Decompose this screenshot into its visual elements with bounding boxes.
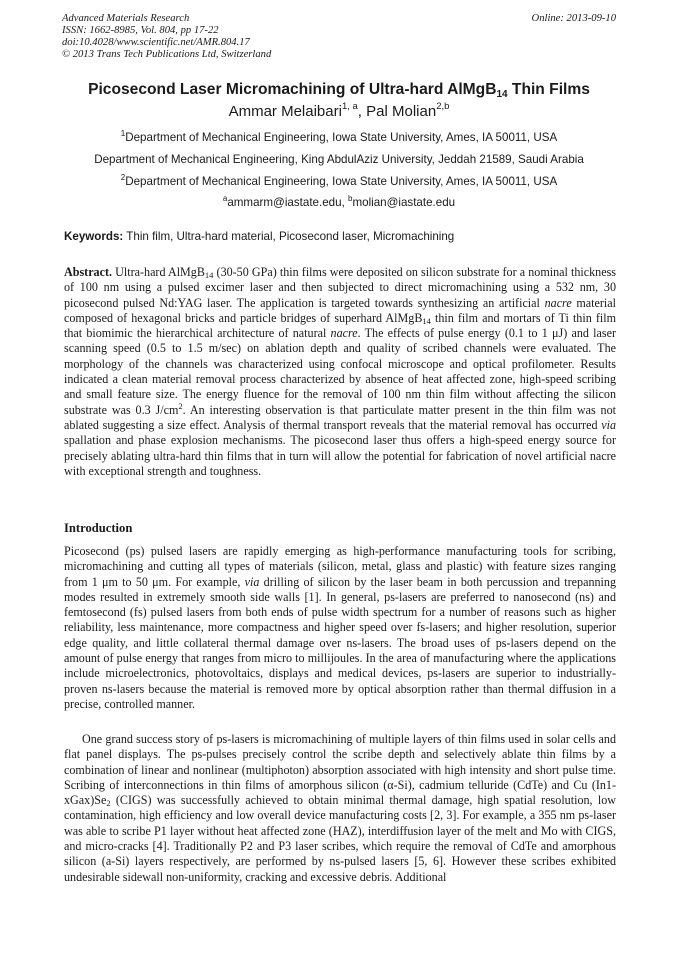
title-text: Picosecond Laser Micromachining of Ultra-hard AlMgB [88,81,497,98]
issn-line: ISSN: 1662-8985, Vol. 804, pp 17-22 [62,25,219,36]
title-subscript: 14 [496,89,508,100]
author-emails [40,196,638,210]
affiliation-text: Department of Mechanical Engineering, King AbdulAziz University, Jeddah 21589, Saudi Arabia [94,153,584,166]
intro-paragraph-1 [64,544,616,712]
superscript: 2 [178,400,183,411]
abstract-text: material composed of hexagonal bricks and particle bridges of superhard AlMgB [64,295,616,325]
abstract-text: (30-50 GPa) thin films were deposited on silicon substrate for a nominal thickness of 100 nm using a pulsed excimer laser and then subjected to direct micromachining using a 532 nm, 30 picosecond pulsed Nd:YAG laser. The application is targeted towards synthesizing an artificial [64,265,616,310]
doi-line[interactable]: doi:10.4028/www.scientific.net/AMR.804.17 [62,37,250,48]
email-link[interactable]: ammarm@iastate.edu [227,196,342,209]
affiliation-text: Department of Mechanical Engineering, Iowa State University, Ames, IA 50011, USA [125,175,558,188]
email-link[interactable]: molian@iastate.edu [352,196,456,209]
copyright-line: © 2013 Trans Tech Publications Ltd, Switzerland [62,49,272,60]
email-mark: a [222,194,228,203]
paper-title [40,81,638,99]
author-name: Ammar Melaibari [228,103,342,120]
italic-term: via [244,574,260,589]
subscript: 2 [106,798,111,809]
title-text-end: Thin Films [507,81,590,98]
keywords [64,230,616,244]
abstract-paragraph [64,265,616,479]
intro-text: drilling of silicon by the laser beam in both percussion and trepanning modes resulted in extremely smooth side walls [1]. In general, ps-lasers are preferred to nanosecond (ns) and femtosecond (fs) pulsed lasers from both ends of pulse width spectrum for a number of reasons such as higher reliability, less maintenance, more compactness and higher speed over fs-lasers; and higher resolution, superior edge quality, and little collateral thermal damage over ns-lasers. The broad uses of ps-lasers depend on the amount of pulse energy that ranges from micro to millijoules. In the area of manufacturing where the applications include microelectronics, photovoltaics, displays and medical devices, ps-lasers are superior to industrially-proven ns-lasers because the material is removed more by optical absorption rather than thermal diffusion in a precise, controlled manner. [64,574,616,711]
author-list [40,103,638,121]
subscript: 14 [204,270,214,280]
affiliation-mark: 1 [120,129,126,138]
affiliation-mark: 2 [120,173,126,182]
abstract-text: . An interesting observation is that particulate matter present in the thin film was not ablated suggesting a size effect. Analysis of thermal transport reveals that the material removal has occurred [64,402,616,432]
author-separator: , [357,103,367,120]
journal-name: Advanced Materials Research [62,13,190,24]
intro-paragraph-2 [64,732,616,885]
affiliation-1b [40,153,638,167]
abstract-text: thin film and mortars of Ti thin film that biomimic the hierarchical architecture of natural [64,310,616,341]
abstract-text: . The effects of pulse energy (0.1 to 1 μJ) and laser scanning speed (0.5 to 1.5 m/sec) on ablation depth and quality of scribed channels were evaluated. The morphology of the channels was characterized using confocal microscope and optical profilometer. Results indicated a clean material removal process characterized by absence of heat affected zone, high-speed scribing and small feature size. The energy fluence for the removal of 100 nm thin film without affecting the silicon substrate was 0.3 J/cm [64,326,616,417]
affiliation-2 [40,175,638,189]
affiliation-text: Department of Mechanical Engineering, Iowa State University, Ames, IA 50011, USA [125,131,558,144]
keywords-label: Keywords: [64,230,124,243]
subscript: 14 [422,315,431,326]
affiliation-1 [40,131,638,145]
email-mark: b [348,194,353,203]
italic-term: via [601,417,616,432]
abstract-text: spallation and phase explosion mechanisms. The picosecond laser thus offers a high-speed energy source for precisely ablating ultra-hard thin films that in turn will allow the potential for fabrication of novel artificial nacre with exceptional strength and toughness. [64,433,616,478]
section-heading-introduction: Introduction [64,521,133,535]
keywords-text: Thin film, Ultra-hard material, Picosecond laser, Micromachining [123,230,455,243]
italic-term: nacre [544,295,572,310]
email-separator: , [341,196,349,209]
author-name: Pal Molian [366,103,437,120]
intro-text: (CIGS) was successfully achieved to obtain minimal thermal damage, high spatial resolution, low contamination, high efficiency and low overall device manufacturing costs [2, 3]. For example, a 355 nm ps-laser was able to scribe P1 layer without heat affected zone (HAZ), interdiffusion layer of the melt and Mo with CIGS, and micro-cracks [4]. Traditionally P2 and P3 laser scribes, which require the removal of CdTe and amorphous silicon (a-Si) layers respectively, are performed by ns-pulsed lasers [5, 6]. However these scribes exhibited undesirable sidewall non-uniformity, cracking and excessive debris. Additional [64,793,616,884]
abstract-text: Ultra-hard AlMgB [112,265,205,279]
italic-term: nacre [330,326,358,341]
author-affiliation-mark: 2,b [436,101,450,112]
author-affiliation-mark: 1, a [341,101,358,112]
journal-header [62,13,616,61]
online-date: Online: 2013-09-10 [531,13,616,24]
intro-text: Picosecond (ps) pulsed lasers are rapidly emerging as high-performance manufacturing tools for scribing, micromachining and cutting all types of materials (silicon, metal, glass and plastic) with feature sizes ranging from 1 μm to 50 μm. For example, [64,544,616,589]
intro-text: One grand success story of ps-lasers is micromachining of multiple layers of thin films used in solar cells and flat panel displays. The ps-pulses precisely control the scribe depth and selectively ablate thin films by a combination of linear and nonlinear (multiphoton) absorption associated with high intensity and short pulse time. Scribing of interconnections in thin films of amorphous silicon (α-Si), cadmium telluride (CdTe) and Cu (In1-xGax)Se [64,732,616,808]
abstract-label: Abstract. [64,265,113,279]
